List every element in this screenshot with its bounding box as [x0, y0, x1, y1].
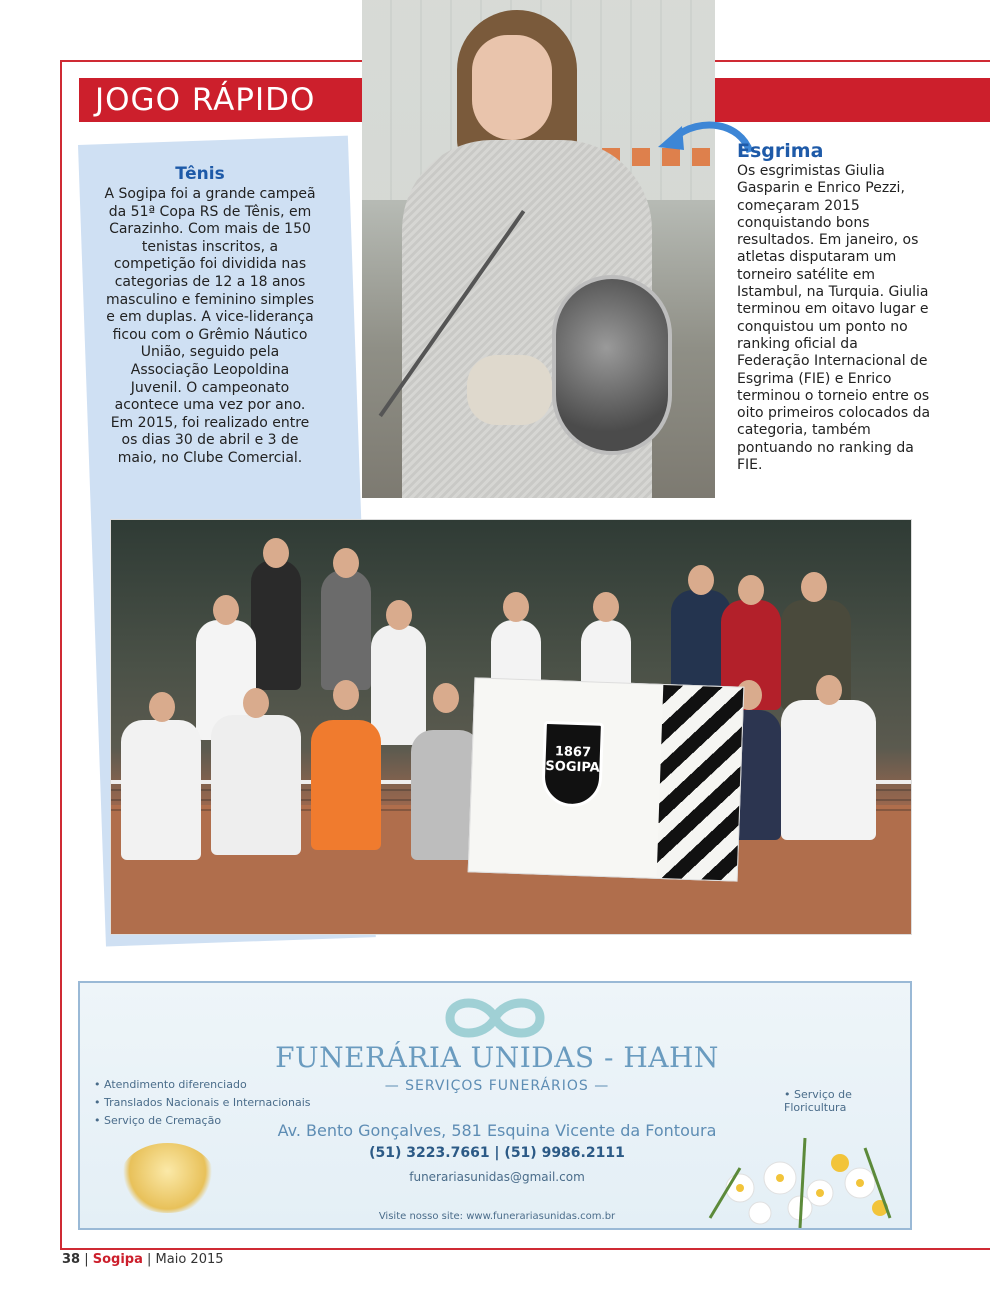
footer-separator: |: [84, 1252, 93, 1267]
ad-service-floricultura: • Serviço de Floricultura: [784, 1088, 910, 1114]
person-head: [688, 565, 714, 595]
person-head: [333, 548, 359, 578]
footer-separator: |: [147, 1252, 156, 1267]
issue-date: Maio 2015: [155, 1252, 224, 1267]
ad-service-item: • Translados Nacionais e Internacionais: [94, 1094, 311, 1112]
person-head: [433, 683, 459, 713]
person: [211, 715, 301, 855]
person: [321, 570, 371, 690]
person-head: [386, 600, 412, 630]
tenis-article-text: A Sogipa foi a grande campeã da 51ª Copa RS de Tênis, em Carazinho. Com mais de 150 tenistas inscritos, a competição foi dividida nas categorias de 12 a 18 anos masculino e feminino simples e em duplas. A vice-liderança ficou com o Grêmio Náutico União, seguido pela Associação Leopoldina Juvenil. O campeonato acontece uma vez por ano. Em 2015, foi realizado entre os dias 30 de abril e 3 de maio, no Clube Comercial.: [104, 186, 316, 466]
person-head: [738, 575, 764, 605]
fencing-mask: [552, 275, 672, 455]
esgrima-article-text: Os esgrimistas Giulia Gasparin e Enrico Pezzi, começaram 2015 conquistando bons resultados. Em janeiro, os atletas disputaram um torneiro satélite em Istambul, na Turquia. Giulia terminou em oitavo lugar e conquistou um ponto no ranking oficial da Federação Internacional de Esgrima (FIE) e Enrico terminou o torneio entre os oito primeiros colocados da categoria, também pontuando no ranking da FIE.: [737, 163, 931, 474]
funeral-home-ad: [78, 981, 912, 1230]
person-head: [816, 675, 842, 705]
sogipa-flag: [468, 677, 745, 881]
page-number: 38: [62, 1252, 81, 1267]
person: [251, 560, 301, 690]
ad-website[interactable]: Visite nosso site: www.funerariasunidas.com.br: [378, 1211, 616, 1222]
page-footer: [62, 1252, 224, 1267]
person-head: [503, 592, 529, 622]
ad-service-item: • Atendimento diferenciado: [94, 1076, 311, 1094]
flag-stripes: [657, 685, 744, 881]
ad-service-item: • Serviço de Cremação: [94, 1112, 311, 1130]
fencer-photo: [362, 0, 715, 498]
person-head: [593, 592, 619, 622]
fencing-glove: [467, 355, 552, 425]
sogipa-crest: 1867 SOGIPA: [541, 721, 604, 808]
ad-brand-name: FUNERÁRIA UNIDAS - HAHN: [275, 1041, 719, 1074]
person-head: [263, 538, 289, 568]
ad-subtitle: — SERVIÇOS FUNERÁRIOS —: [384, 1078, 610, 1094]
person: [371, 625, 426, 745]
person-head: [149, 692, 175, 722]
person: [311, 720, 381, 850]
person-head: [213, 595, 239, 625]
person-head: [333, 680, 359, 710]
person: [781, 700, 876, 840]
person-head: [243, 688, 269, 718]
tennis-team-photo: [110, 519, 912, 935]
tenis-title: Tênis: [175, 164, 225, 184]
ad-address: Av. Bento Gonçalves, 581 Esquina Vicente da Fontoura: [277, 1121, 717, 1140]
person-head: [801, 572, 827, 602]
magazine-name: Sogipa: [92, 1252, 143, 1267]
ad-email[interactable]: funerariasunidas@gmail.com: [409, 1170, 585, 1184]
section-title: JOGO RÁPIDO: [95, 82, 316, 118]
infinity-logo-icon: [430, 993, 560, 1043]
flower-bouquet-image: [680, 1108, 910, 1228]
photo-face: [472, 35, 552, 140]
candle-image: [120, 1143, 215, 1213]
ad-phone-numbers: (51) 3223.7661 | (51) 9986.2111: [369, 1145, 625, 1161]
person: [121, 720, 201, 860]
esgrima-title: Esgrima: [737, 140, 824, 162]
